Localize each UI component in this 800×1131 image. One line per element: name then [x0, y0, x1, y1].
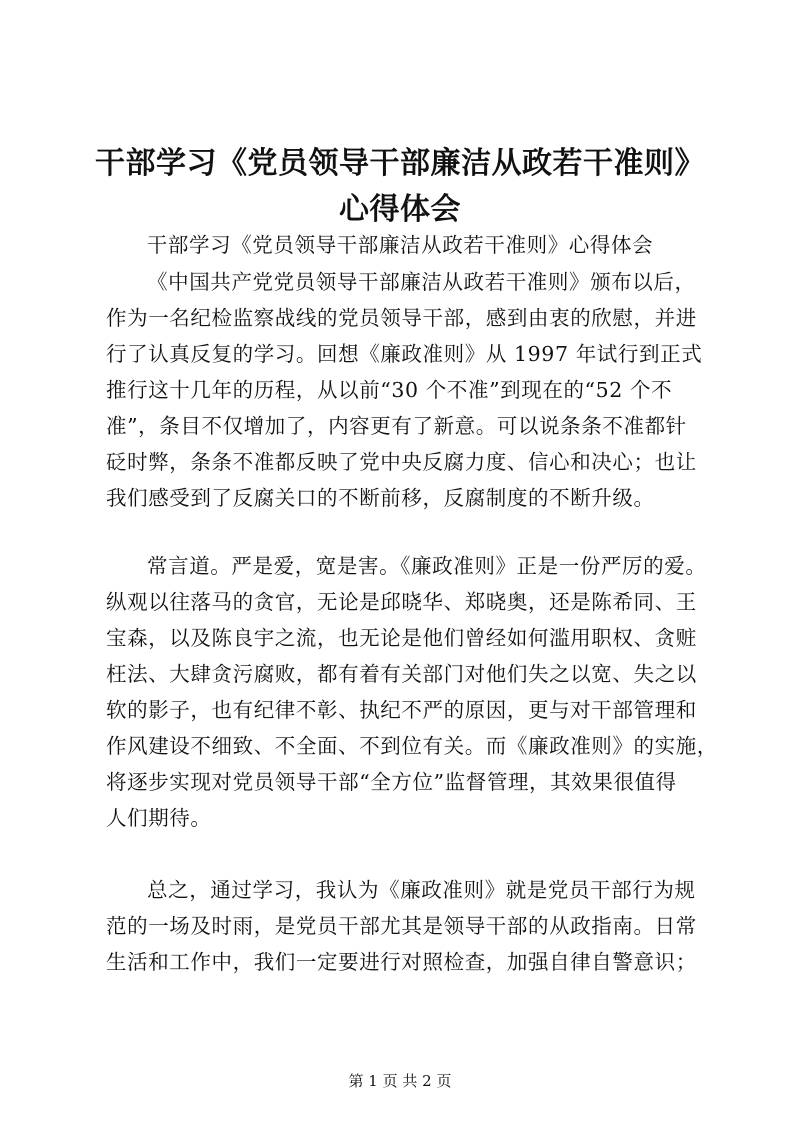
paragraph-line: 将逐步实现对党员领导干部“全方位”监督管理，其效果很值得: [106, 770, 677, 794]
paragraph-line: 枉法、大肆贪污腐败，都有着有关部门对他们失之以宽、失之以: [106, 662, 697, 686]
paragraph-line: 人们期待。: [106, 806, 212, 830]
paragraph-line: 作风建设不细致、不全面、不到位有关。而《廉政准则》的实施，: [106, 734, 718, 758]
paragraph-line: 软的影子，也有纪律不彰、执纪不严的原因，更与对干部管理和: [106, 698, 697, 722]
document-title-line-1: 干部学习《党员领导干部廉洁从政若干准则》: [95, 146, 705, 181]
paragraph-line: 《中国共产党党员领导干部廉洁从政若干准则》颁布以后，: [147, 270, 696, 294]
paragraph-line: 生活和工作中，我们一定要进行对照检查，加强自律自警意识；: [106, 950, 697, 974]
paragraph-line: 常言道。严是爱，宽是害。《廉政准则》正是一份严厉的爱。: [147, 554, 707, 578]
page-number-footer: 第 1 页 共 2 页: [348, 1072, 452, 1090]
paragraph-line: 总之，通过学习，我认为《廉政准则》就是党员干部行为规: [147, 878, 696, 902]
paragraph-line: 砭时弊，条条不准都反映了党中央反腐力度、信心和决心；也让: [106, 450, 697, 474]
paragraph-line: 行了认真反复的学习。回想《廉政准则》从 1997 年试行到正式: [106, 342, 703, 366]
paragraph-line: 作为一名纪检监察战线的党员领导干部，感到由衷的欣慰，并进: [106, 306, 697, 330]
paragraph-line: 推行这十几年的历程，从以前“30 个不准”到现在的“52 个不: [106, 378, 673, 402]
document-subtitle: 干部学习《党员领导干部廉洁从政若干准则》心得体会: [146, 233, 654, 257]
document-title-line-2: 心得体会: [339, 192, 461, 227]
paragraph-line: 我们感受到了反腐关口的不断前移，反腐制度的不断升级。: [106, 486, 655, 510]
paragraph-line: 范的一场及时雨，是党员干部尤其是领导干部的从政指南。日常: [106, 914, 697, 938]
paragraph-line: 纵观以往落马的贪官，无论是邱晓华、郑晓奥，还是陈希同、王: [106, 590, 697, 614]
paragraph-line: 准”，条目不仅增加了，内容更有了新意。可以说条条不准都针: [106, 414, 687, 438]
paragraph-line: 宝森，以及陈良宇之流，也无论是他们曾经如何滥用职权、贪赃: [106, 626, 697, 650]
